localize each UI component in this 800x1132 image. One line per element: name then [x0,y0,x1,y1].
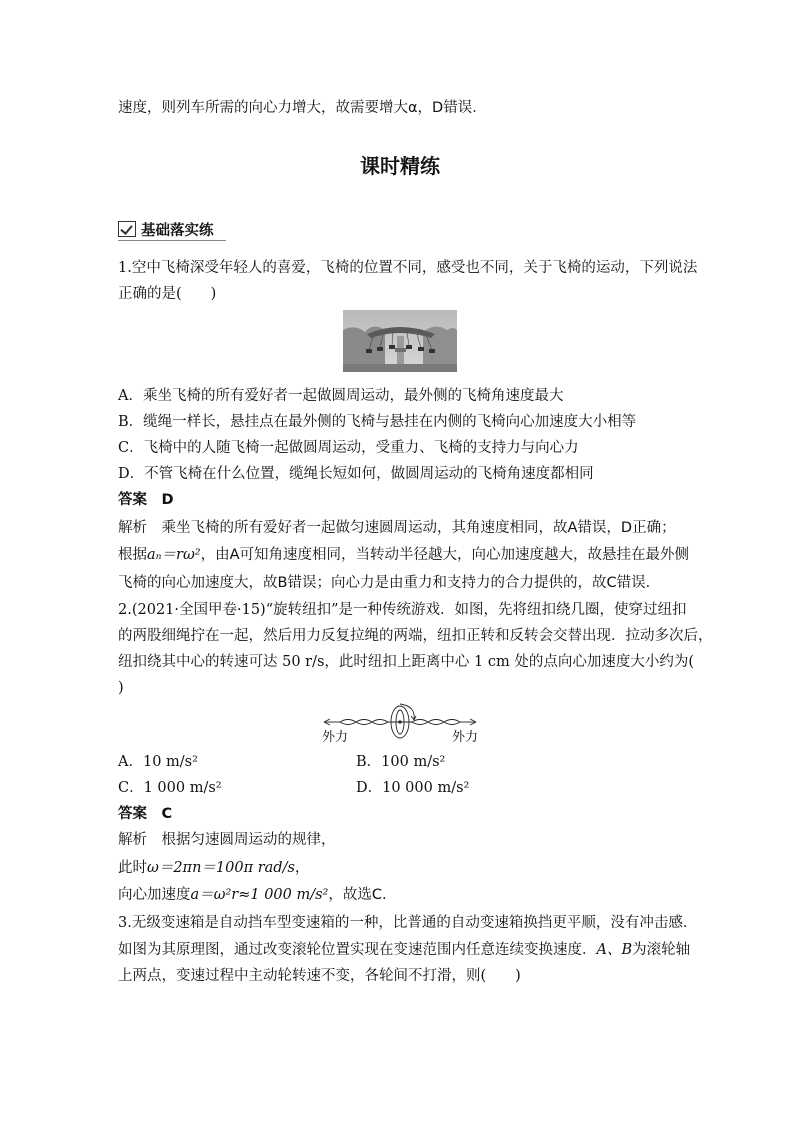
q1-analysis-text: 根据 [118,547,147,563]
q1-stem-line-1: 1.空中飞椅深受年轻人的喜爱，飞椅的位置不同，感受也不同，关于飞椅的运动，下列说法 [118,260,698,276]
q2-stem-line-3: 纽扣绕其中心的转速可达 50 r/s，此时纽扣上距离中心 1 cm 处的点向心加速度大小约为( [118,654,695,670]
q3-stem-text: 如图为其原理图，通过改变滚轮位置实现在变速范围内任意连续变换速度． [118,942,597,958]
q2-option-b: B．100 m/s² [356,754,446,770]
q2-analysis-formula-2: a＝ω²r≈1 000 m/s² [190,887,329,903]
q2-analysis-line-2 [118,858,309,878]
q2-analysis-line-1: 解析 根据匀速圆周运动的规律， [118,832,336,848]
q2-stem-line-2: 的两股细绳拧在一起，然后用力反复拉绳的两端，纽扣正转和反转会交替出现．拉动多次后， [118,628,713,644]
q2-analysis-text-cont: ， [294,860,310,876]
q3-stem-text-cont: 为滚轮轴 [632,942,691,958]
q1-analysis-line-3: 飞椅的向心加速度大，故B错误；向心力是由重力和支持力的合力提供的，故C错误． [118,575,661,591]
q1-stem-line-2: 正确的是( ) [118,286,217,302]
q1-option-b: B．缆绳一样长，悬挂点在最外侧的飞椅与悬挂在内侧的飞椅向心加速度大小相等 [118,414,637,430]
q3-stem-line-1: 3.无级变速箱是自动挡车型变速箱的一种，比普通的自动变速箱换挡更平顺，没有冲击感． [118,915,698,931]
q2-analysis-text-2: 向心加速度 [118,887,191,903]
q2-stem-line-4: ) [118,680,124,696]
q2-option-c: C．1 000 m/s² [118,780,222,796]
q3-stem-line-2 [118,940,690,960]
q1-answer: 答案 D [118,492,174,508]
q2-analysis-formula: ω＝2πn＝100π rad/s [147,860,295,876]
section-underline [118,240,226,241]
q2-analysis-text: 此时 [118,860,147,876]
section-label: 基础落实练 [141,222,214,239]
q2-option-a: A．10 m/s² [118,754,198,770]
q1-analysis-line-1: 解析 乘坐飞椅的所有爱好者一起做匀速圆周运动，其角速度相同，故A错误，D正确； [118,520,676,536]
q1-option-a: A．乘坐飞椅的所有爱好者一起做圆周运动，最外侧的飞椅角速度最大 [118,388,564,404]
q2-analysis-line-3 [118,885,387,905]
checkbox-icon [118,221,136,237]
q3-stem-vars: A、B [596,942,633,958]
q2-answer: 答案 C [118,806,173,822]
q1-analysis-formula: aₙ＝rω² [147,547,201,563]
figure-label-left: 外力 [322,730,349,745]
flying-chair-photo [343,310,457,372]
q1-analysis-line-2 [118,545,689,565]
figure-label-right: 外力 [452,730,479,745]
page-title: 课时精练 [360,154,440,178]
q2-stem-line-1: 2.(2021·全国甲卷·15)“旋转纽扣”是一种传统游戏．如图，先将纽扣绕几圈，使穿过纽扣 [118,602,687,618]
q1-analysis-text-cont: ，由A可知角速度相同，当转动半径越大，向心加速度越大，故悬挂在最外侧 [200,547,690,563]
continued-analysis-line: 速度，则列车所需的向心力增大，故需要增大α，D错误． [118,100,487,116]
q2-analysis-text-3: ，故选C. [328,887,387,903]
q2-option-d: D．10 000 m/s² [356,780,470,796]
q3-stem-line-3: 上两点，变速过程中主动轮转速不变，各轮间不打滑，则( ) [118,968,521,984]
q1-option-d: D．不管飞椅在什么位置，缆绳长短如何，做圆周运动的飞椅角速度都相同 [118,466,594,482]
section-header [118,218,214,240]
q1-option-c: C．飞椅中的人随飞椅一起做圆周运动，受重力、飞椅的支持力与向心力 [118,440,579,456]
